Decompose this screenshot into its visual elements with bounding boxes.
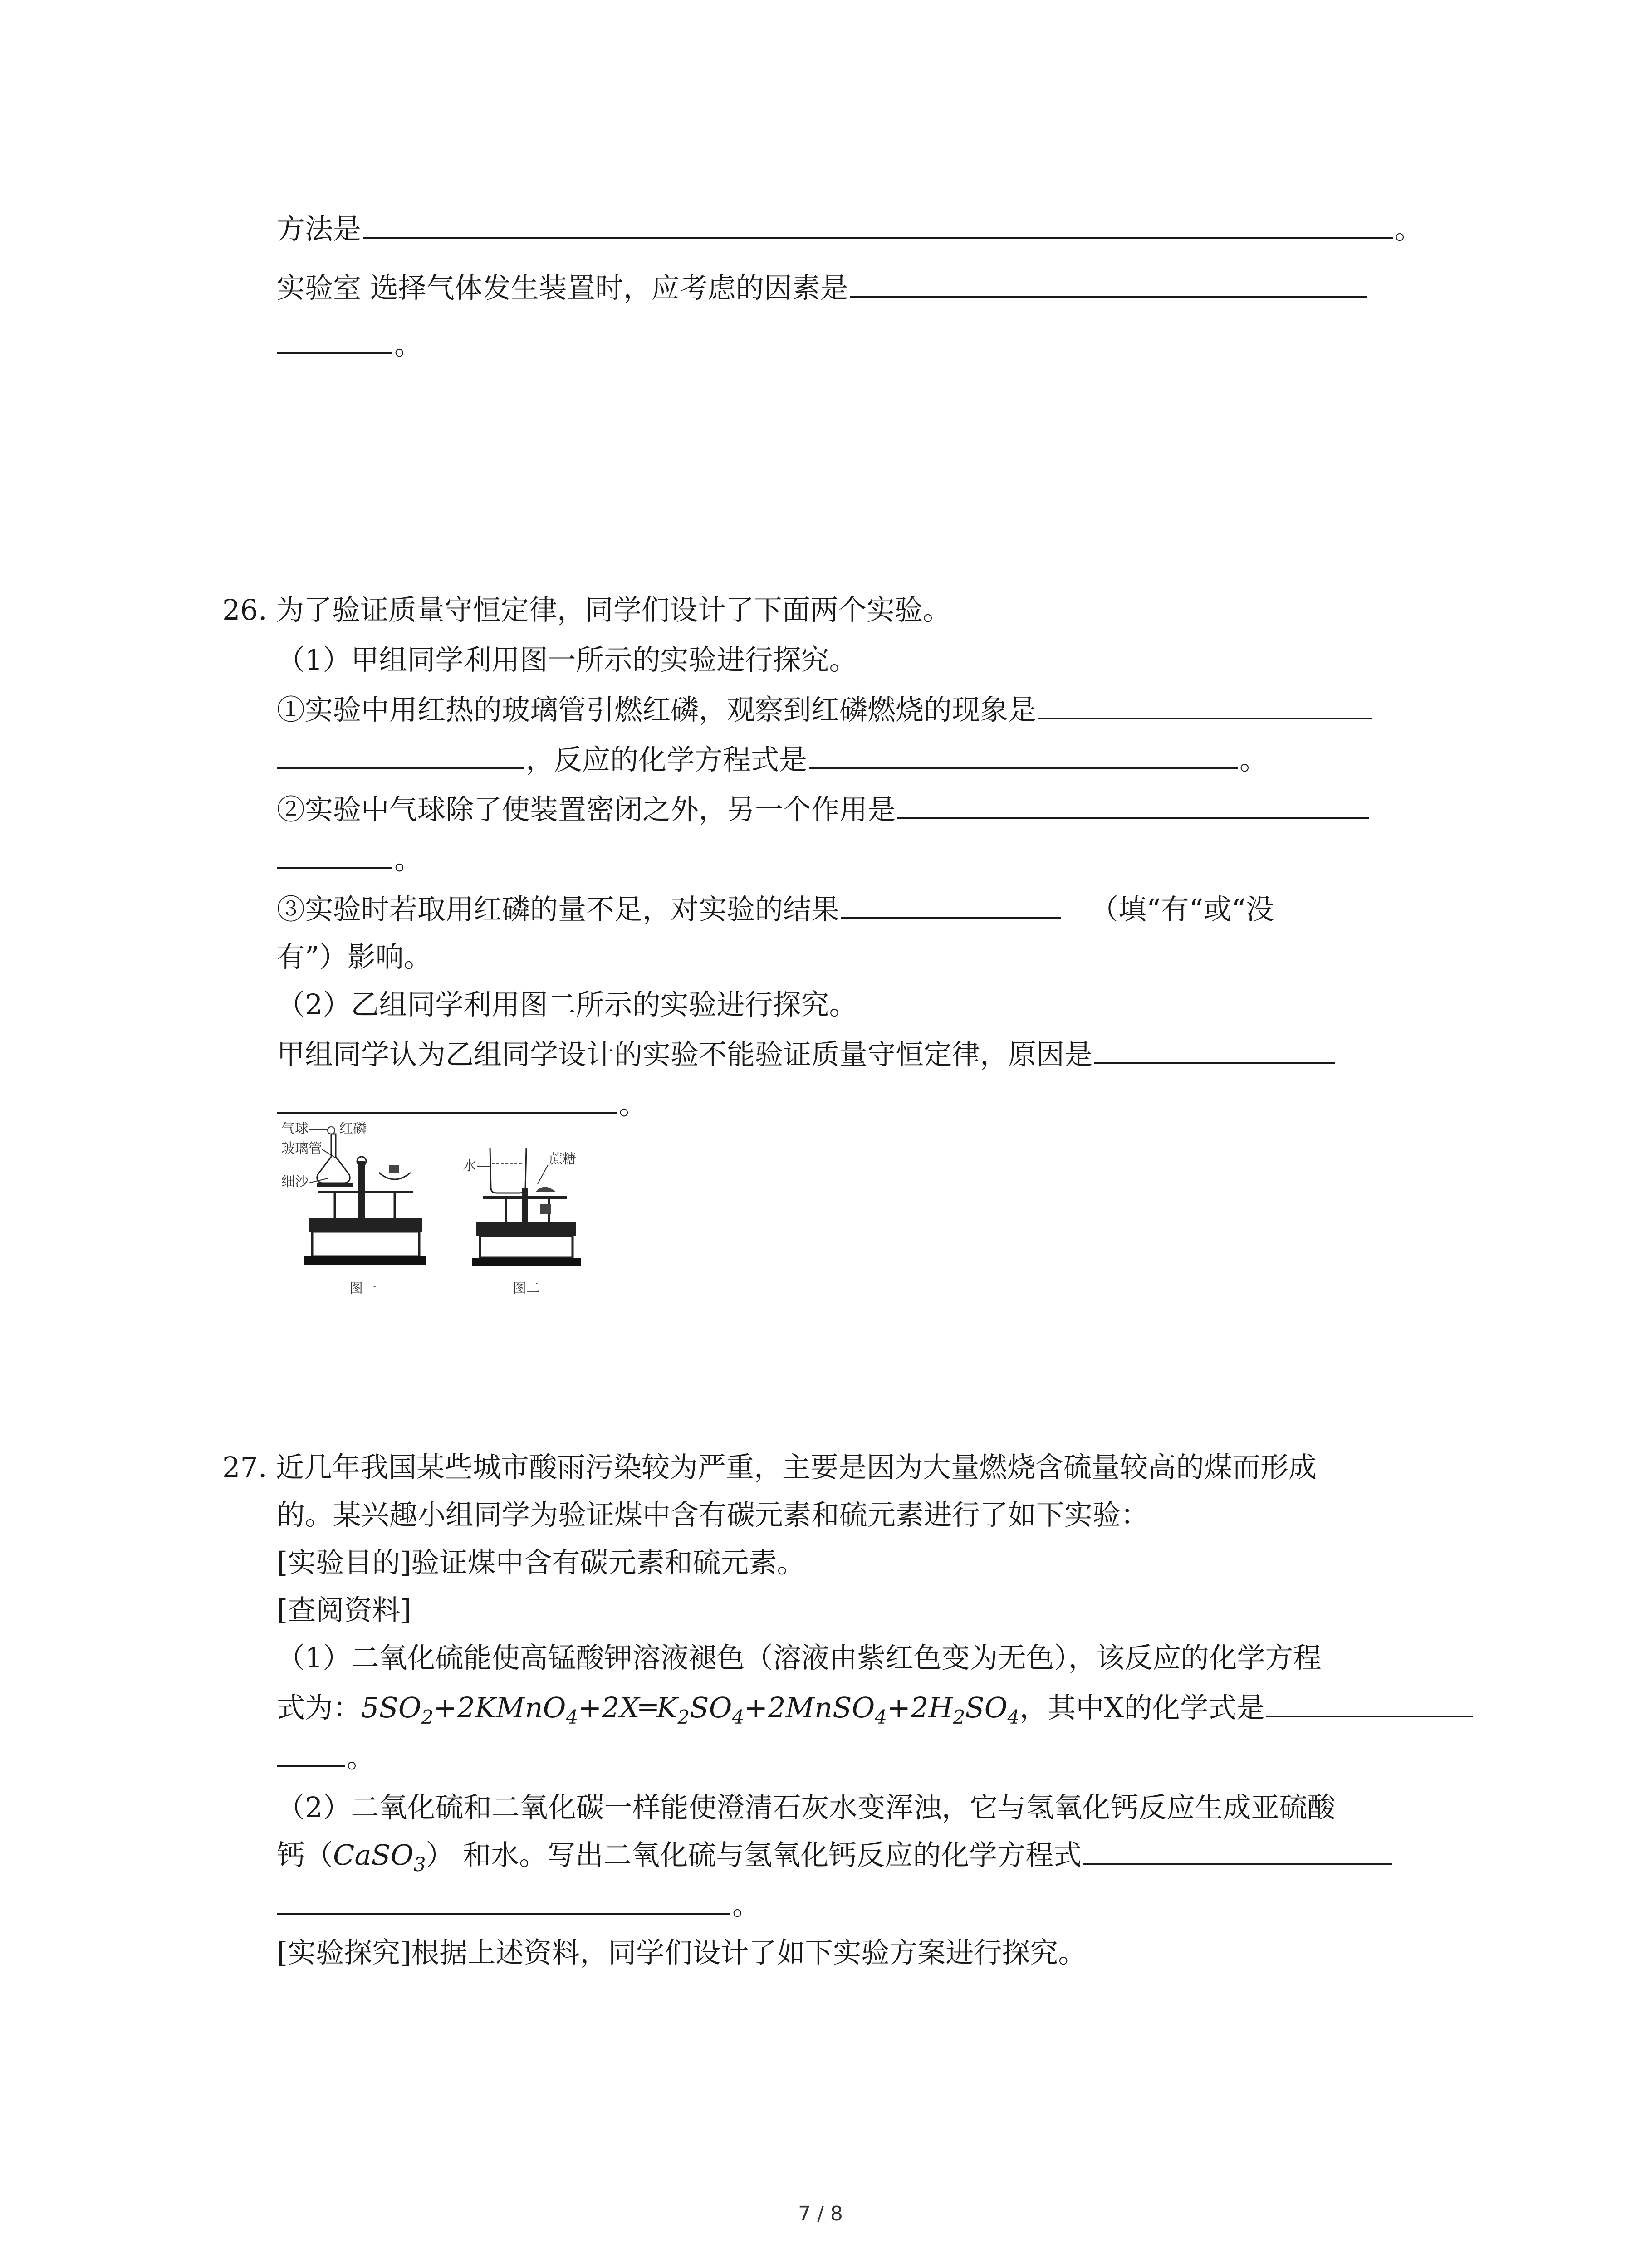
answer-blank-x-formula[interactable] xyxy=(1266,1687,1473,1717)
label-balloon: 气球 xyxy=(281,1121,309,1137)
answer-blank-factors-cont[interactable] xyxy=(277,324,392,354)
q27-l3: [实验目的]验证煤中含有碳元素和硫元素。 xyxy=(277,1546,805,1579)
answer-blank-so2-equation-cont[interactable] xyxy=(277,1885,730,1915)
answer-blank-x-formula-cont[interactable] xyxy=(277,1737,345,1767)
top-line-1: 方法是 。 xyxy=(277,209,1423,249)
balance-post-icon xyxy=(358,1161,365,1220)
q26-s3b: 有”）影响。 xyxy=(277,940,432,973)
q27-l2: 的。某兴趣小组同学为验证煤中含有碳元素和硫元素进行了如下实验： xyxy=(277,1498,1149,1531)
answer-blank-phenomenon[interactable] xyxy=(1038,689,1372,719)
q27-l7: 。 xyxy=(277,1737,375,1778)
q26-s4: 甲组同学认为乙组同学设计的实验不能验证质量守恒定律，原因是 xyxy=(277,1034,1337,1075)
q26-s2-cont: 。 xyxy=(277,839,422,880)
label-sand: 细沙 xyxy=(281,1174,309,1190)
answer-blank-effect[interactable] xyxy=(841,889,1061,919)
q26-s4-cont: 。 xyxy=(277,1084,647,1125)
q27-l5: （1）二氧化硫能使高锰酸钾溶液褪色（溶液由紫红色变为无色），该反应的化学方程 xyxy=(277,1641,1322,1674)
balance-base-icon xyxy=(309,1218,422,1232)
label-sugar: 蔗糖 xyxy=(549,1151,576,1167)
q27-l8: （2）二氧化硫和二氧化碳一样能使澄清石灰水变浑浊，它与氢氧化钙反应生成亚硫酸 xyxy=(277,1791,1336,1824)
beaker-icon xyxy=(490,1148,526,1193)
q26-s3a: ③实验时若取用红磷的量不足，对实验的结果 （填“有“或“没 xyxy=(277,889,1274,930)
label-glass-tube: 玻璃管 xyxy=(281,1141,322,1157)
answer-blank-equation[interactable] xyxy=(809,739,1238,769)
top-line-3: 。 xyxy=(277,324,422,365)
formula-caso3: CaSO$_3$ xyxy=(333,1838,426,1876)
q26-s2: ②实验中气球除了使装置密闭之外，另一个作用是 xyxy=(277,789,1371,830)
label-figure-two: 图二 xyxy=(513,1281,540,1296)
answer-blank-method[interactable] xyxy=(363,209,1393,239)
top-text-method: 方法是 xyxy=(277,212,362,245)
label-water: 水 xyxy=(463,1158,476,1174)
answer-blank-balloon-role[interactable] xyxy=(897,789,1369,819)
q26-part2: （2）乙组同学利用图二所示的实验进行探究。 xyxy=(277,988,857,1021)
reaction-equation: $5SO_2+2KMnO_4+2X═K_2SO_4+2MnSO_4+2H_2SO_4$ xyxy=(361,1691,1020,1728)
answer-blank-reason[interactable] xyxy=(1094,1034,1335,1064)
q27-number: 27. xyxy=(222,1451,267,1484)
label-figure-one: 图一 xyxy=(349,1281,377,1296)
q27-l9: 钙（CaSO$_3$） 和水。写出二氧化硫与氢氧化钙反应的化学方程式 xyxy=(277,1835,1394,1876)
q27-l6: 式为：$5SO_2+2KMnO_4+2X═K_2SO_4+2MnSO_4+2H_2SO_4$，其中X的化学式是 xyxy=(277,1687,1474,1728)
q26-balance-figure xyxy=(277,1120,617,1311)
answer-blank-reason-cont[interactable] xyxy=(277,1084,617,1114)
q26-number: 26. xyxy=(222,593,267,626)
q26-s1a: ①实验中用红热的玻璃管引燃红磷，观察到红磷燃烧的现象是 xyxy=(277,689,1373,730)
q27-l10: 。 xyxy=(277,1885,760,1926)
figure-two xyxy=(463,1148,581,1296)
top-line-2 xyxy=(277,268,1369,308)
answer-blank-so2-equation[interactable] xyxy=(1083,1835,1392,1865)
top-text-factors: 实验室 选择气体发生装置时，应考虑的因素是 xyxy=(277,271,848,304)
q26-part1: （1）甲组同学利用图一所示的实验进行探究。 xyxy=(277,643,857,676)
page-number: 7 / 8 xyxy=(798,2202,843,2225)
answer-blank-phenomenon-cont[interactable] xyxy=(277,739,524,769)
answer-blank-factors[interactable] xyxy=(850,268,1367,298)
q26-intro: 26. 为了验证质量守恒定律，同学们设计了下面两个实验。 xyxy=(222,590,951,631)
q26-s1b: ，反应的化学方程式是 。 xyxy=(277,739,1268,780)
label-red-phosphorus: 红磷 xyxy=(339,1121,367,1137)
figure-one xyxy=(281,1121,426,1296)
balloon-icon xyxy=(328,1127,335,1134)
q27-l11: [实验探究]根据上述资料，同学们设计了如下实验方案进行探究。 xyxy=(277,1936,1087,1969)
answer-blank-balloon-role-cont[interactable] xyxy=(277,839,392,869)
q27-l1: 27. 近几年我国某些城市酸雨污染较为严重，主要是因为大量燃烧含硫量较高的煤而形成 xyxy=(222,1447,1317,1488)
q27-l4: [查阅资料] xyxy=(277,1593,411,1627)
